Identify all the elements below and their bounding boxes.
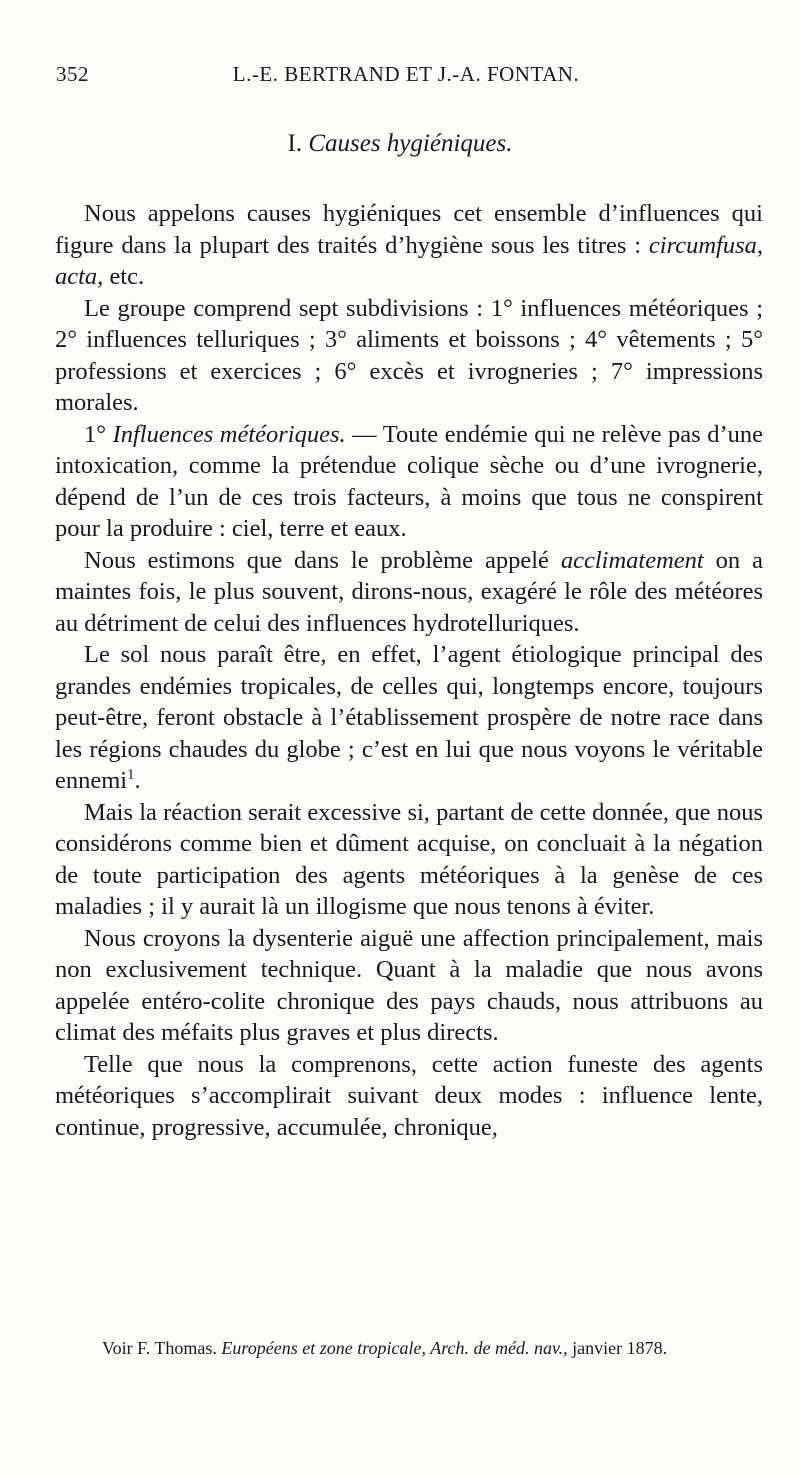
paragraph: Nous croyons la dysenterie aiguë une affection principalement, mais non exclusivement technique. Quant à la maladie que nous avons appelée entéro-colite chronique des pays chauds, nous attribuons au climat des méfaits plus graves et plus directs. — [55, 924, 763, 1046]
footnote: Voir F. Thomas. Européens et zone tropicale, Arch. de méd. nav., janvier 1878. — [102, 1338, 668, 1358]
paragraph: 1° Influences météoriques. — Toute endémie qui ne relève pas d’une intoxication, comme la prétendue colique sèche ou d’une ivrognerie, dépend de l’un de ces trois facteurs, à moins que tous ne conspirent pour la produire : ciel, terre et eaux. — [55, 420, 763, 542]
body-text — [55, 198, 763, 1143]
page-number: 352 — [56, 62, 89, 86]
paragraph: Mais la réaction serait excessive si, partant de cette donnée, que nous considérons comme bien et dûment acquise, on concluait à la négation de toute participation des agents météoriques à la genèse de ces maladies ; il y aurait là un illogisme que nous tenons à éviter. — [55, 798, 763, 920]
footnote-marker: 1 — [127, 766, 135, 783]
section-title: Causes hygiéniques. — [308, 130, 513, 157]
section-number: I. — [287, 130, 303, 157]
running-head: L.-E. BERTRAND ET J.-A. FONTAN. — [232, 62, 580, 86]
paragraph: Le groupe comprend sept subdivisions : 1° influences météoriques ; 2° influences telluriques ; 3° aliments et boissons ; 4° vêtements ; 5° professions et exercices ; 6° excès et ivrogneries ; 7° impressions morales. — [55, 294, 763, 416]
paragraph: Nous appelons causes hygiéniques cet ensemble d’influences qui figure dans la plupart des traités d’hygiène sous les titres : circumfusa, acta, etc. — [55, 200, 763, 290]
paragraph: Telle que nous la comprenons, cette action funeste des agents météoriques s’accomplirait suivant deux modes : influence lente, continue, progressive, accumulée, chronique, — [55, 1050, 763, 1141]
page-header — [56, 62, 756, 90]
paragraph: Le sol nous paraît être, en effet, l’agent étiologique principal des grandes endémies tropicales, de celles qui, longtemps encore, toujours peut-être, feront obstacle à l’établissement prospère de notre race dans les régions chaudes du globe ; c’est en lui que nous voyons le véritable ennemi$^1$. — [55, 641, 763, 794]
section-heading — [0, 130, 800, 158]
paragraph: Nous estimons que dans le problème appelé acclimatement on a maintes fois, le plus souvent, dirons-nous, exagéré le rôle des météores au détriment de celui des influences hydrotelluriques. — [55, 546, 763, 637]
